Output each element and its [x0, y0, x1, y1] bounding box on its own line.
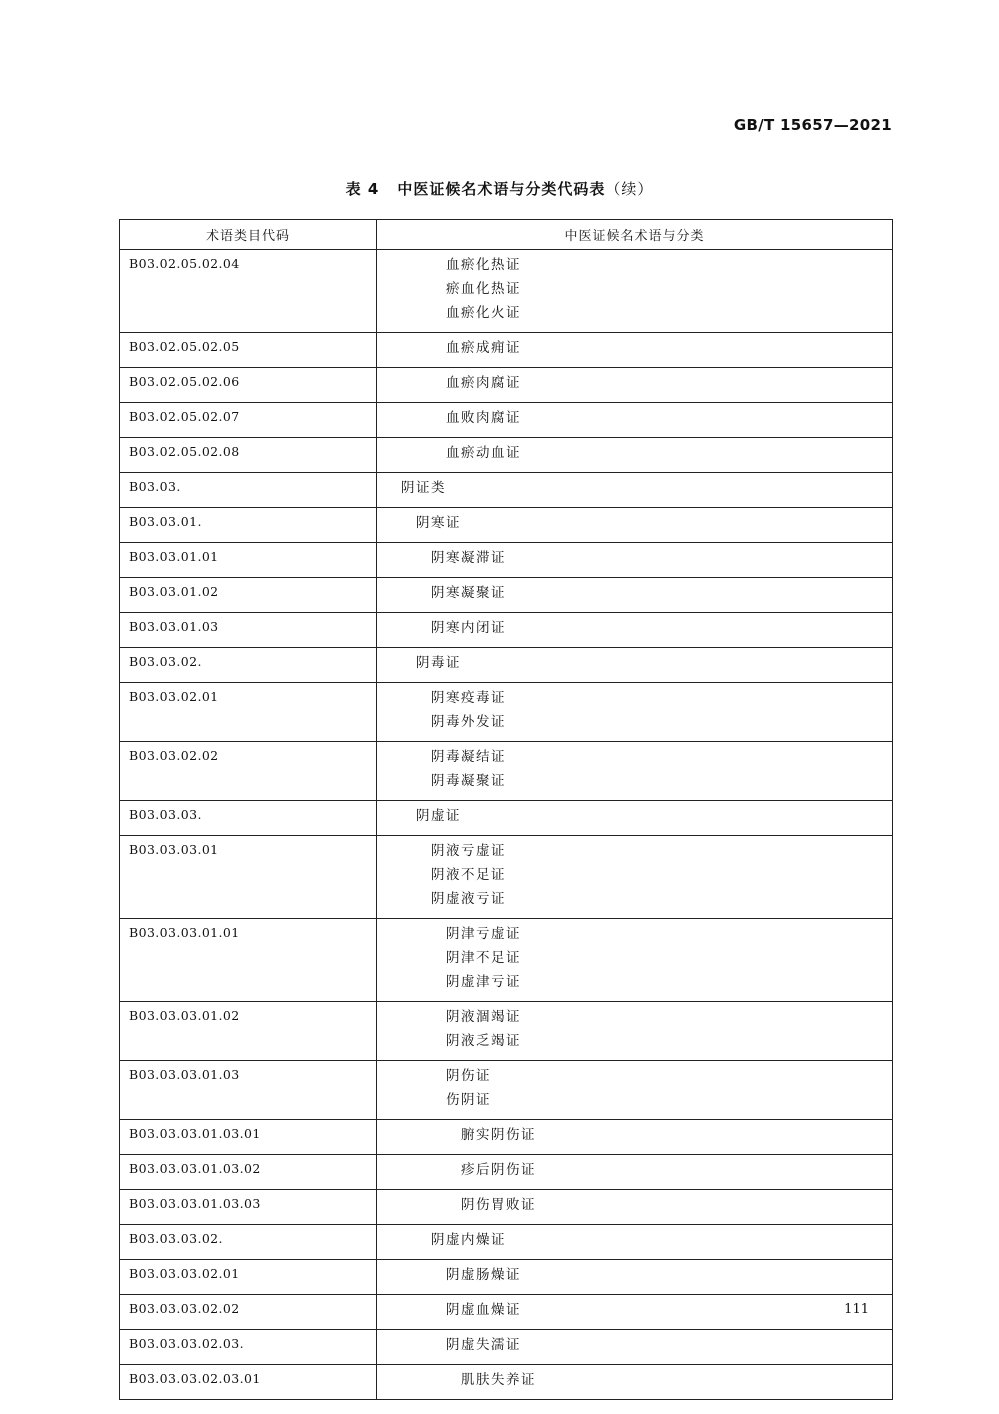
- category-code-cell: B03.03.02.02: [120, 742, 377, 801]
- syndrome-term: 血瘀化火证: [446, 305, 521, 321]
- category-code-cell: B03.02.05.02.07: [120, 403, 377, 438]
- table-row: [120, 473, 893, 508]
- category-code-cell: B03.03.03.01.02: [120, 1002, 377, 1061]
- table-row: [120, 1365, 893, 1400]
- syndrome-term: 阴液涸竭证: [446, 1009, 521, 1025]
- category-code-cell: B03.03.02.: [120, 648, 377, 683]
- syndrome-term: 阴虚津亏证: [446, 974, 521, 990]
- syndrome-terms-cell: [377, 683, 893, 742]
- table-row: [120, 1260, 893, 1295]
- syndrome-term: 阴津不足证: [446, 950, 521, 966]
- category-code-cell: B03.03.03.02.03.01: [120, 1365, 377, 1400]
- syndrome-term: 阴寒内闭证: [431, 620, 506, 636]
- category-code-cell: B03.03.03.02.: [120, 1225, 377, 1260]
- syndrome-terms-cell: [377, 919, 893, 1002]
- table-row: [120, 578, 893, 613]
- table-header-row: [120, 220, 893, 250]
- syndrome-term: 阴虚失濡证: [446, 1337, 521, 1353]
- syndrome-terms-cell: [377, 801, 893, 836]
- table-body: [120, 250, 893, 1400]
- syndrome-term: 阴津亏虚证: [446, 926, 521, 942]
- syndrome-terms-cell: [377, 742, 893, 801]
- table-row: [120, 683, 893, 742]
- syndrome-term: 阴寒证: [416, 515, 461, 531]
- syndrome-terms-cell: [377, 1225, 893, 1260]
- table-row: [120, 543, 893, 578]
- table-row: [120, 1225, 893, 1260]
- syndrome-terms-cell: [377, 1061, 893, 1120]
- syndrome-terms-cell: [377, 1120, 893, 1155]
- syndrome-term: 血瘀动血证: [446, 445, 521, 461]
- category-code-cell: B03.03.03.01.01: [120, 919, 377, 1002]
- syndrome-term: 阴虚液亏证: [431, 891, 506, 907]
- table-row: [120, 508, 893, 543]
- category-code-cell: B03.02.05.02.06: [120, 368, 377, 403]
- syndrome-term: 阴毒证: [416, 655, 461, 671]
- table-row: [120, 919, 893, 1002]
- syndrome-term: 阴液乏竭证: [446, 1033, 521, 1049]
- page-number: 111: [844, 1302, 869, 1317]
- category-code-cell: B03.03.03.01.03.03: [120, 1190, 377, 1225]
- syndrome-term: 阴寒疫毒证: [431, 690, 506, 706]
- table-row: [120, 1061, 893, 1120]
- syndrome-term: 阴虚证: [416, 808, 461, 824]
- category-code-cell: B03.03.01.03: [120, 613, 377, 648]
- syndrome-terms-cell: [377, 1295, 893, 1330]
- syndrome-terms-cell: [377, 613, 893, 648]
- table-row: [120, 1330, 893, 1365]
- syndrome-term: 伤阴证: [446, 1092, 491, 1108]
- syndrome-terms-cell: [377, 438, 893, 473]
- table-caption-label: 表 4: [345, 180, 380, 198]
- syndrome-term: 瘀血化热证: [446, 281, 521, 297]
- category-code-cell: B03.03.02.01: [120, 683, 377, 742]
- syndrome-terms-cell: [377, 473, 893, 508]
- syndrome-term: 腑实阴伤证: [461, 1127, 536, 1143]
- syndrome-term: 血瘀化热证: [446, 257, 521, 273]
- syndrome-term: 肌肤失养证: [461, 1372, 536, 1388]
- category-code-cell: B03.03.01.: [120, 508, 377, 543]
- syndrome-terms-cell: [377, 1330, 893, 1365]
- syndrome-term: 疹后阴伤证: [461, 1162, 536, 1178]
- category-code-cell: B03.03.03.01.03.02: [120, 1155, 377, 1190]
- table-row: [120, 368, 893, 403]
- syndrome-term: 阴虚内燥证: [431, 1232, 506, 1248]
- table-caption-continued: （续）: [605, 180, 654, 198]
- category-code-cell: B03.03.03.02.03.: [120, 1330, 377, 1365]
- syndrome-terms-cell: [377, 836, 893, 919]
- table-row: [120, 1295, 893, 1330]
- table-row: [120, 613, 893, 648]
- table-row: [120, 836, 893, 919]
- category-code-cell: B03.02.05.02.04: [120, 250, 377, 333]
- table-row: [120, 1002, 893, 1061]
- syndrome-terms-cell: [377, 1260, 893, 1295]
- category-code-cell: B03.03.03.02.01: [120, 1260, 377, 1295]
- table-row: [120, 801, 893, 836]
- category-code-cell: B03.03.01.01: [120, 543, 377, 578]
- syndrome-term: 血瘀肉腐证: [446, 375, 521, 391]
- syndrome-term: 阴毒凝聚证: [431, 773, 506, 789]
- table-row: [120, 1190, 893, 1225]
- column-header-code: 术语类目代码: [120, 220, 377, 250]
- syndrome-terms-cell: [377, 1365, 893, 1400]
- syndrome-term: 阴液亏虚证: [431, 843, 506, 859]
- category-code-cell: B03.03.03.01.03.01: [120, 1120, 377, 1155]
- table-row: [120, 333, 893, 368]
- syndrome-term: 阴毒凝结证: [431, 749, 506, 765]
- syndrome-term: 阴证类: [401, 480, 446, 496]
- syndrome-terms-cell: [377, 578, 893, 613]
- syndrome-term: 血瘀成痈证: [446, 340, 521, 356]
- syndrome-term: 阴毒外发证: [431, 714, 506, 730]
- syndrome-terms-cell: [377, 368, 893, 403]
- syndrome-term: 血败肉腐证: [446, 410, 521, 426]
- category-code-cell: B03.03.03.: [120, 801, 377, 836]
- category-code-cell: B03.02.05.02.08: [120, 438, 377, 473]
- table-row: [120, 438, 893, 473]
- table-row: [120, 648, 893, 683]
- standard-number: GB/T 15657—2021: [733, 116, 892, 134]
- category-code-cell: B03.03.03.01.03: [120, 1061, 377, 1120]
- category-code-cell: B03.03.: [120, 473, 377, 508]
- syndrome-term: 阴伤证: [446, 1068, 491, 1084]
- column-header-terms: 中医证候名术语与分类: [377, 220, 893, 250]
- table-row: [120, 250, 893, 333]
- table-row: [120, 1120, 893, 1155]
- table-caption-title: 中医证候名术语与分类代码表: [397, 180, 606, 198]
- syndrome-term: 阴虚肠燥证: [446, 1267, 521, 1283]
- syndrome-terms-cell: [377, 1190, 893, 1225]
- category-code-cell: B03.03.01.02: [120, 578, 377, 613]
- syndrome-term: 阴液不足证: [431, 867, 506, 883]
- syndrome-terms-cell: [377, 543, 893, 578]
- table-row: [120, 403, 893, 438]
- syndrome-terms-cell: [377, 1155, 893, 1190]
- syndrome-terms-cell: [377, 1002, 893, 1061]
- syndrome-term-table: [119, 219, 893, 1400]
- syndrome-term: 阴寒凝滞证: [431, 550, 506, 566]
- category-code-cell: B03.03.03.01: [120, 836, 377, 919]
- table-caption: [0, 178, 999, 199]
- table-row: [120, 1155, 893, 1190]
- syndrome-terms-cell: [377, 333, 893, 368]
- syndrome-terms-cell: [377, 250, 893, 333]
- table-row: [120, 742, 893, 801]
- syndrome-term: 阴虚血燥证: [446, 1302, 521, 1318]
- syndrome-terms-cell: [377, 403, 893, 438]
- category-code-cell: B03.03.03.02.02: [120, 1295, 377, 1330]
- syndrome-term: 阴伤胃败证: [461, 1197, 536, 1213]
- category-code-cell: B03.02.05.02.05: [120, 333, 377, 368]
- syndrome-term: 阴寒凝聚证: [431, 585, 506, 601]
- syndrome-terms-cell: [377, 648, 893, 683]
- syndrome-terms-cell: [377, 508, 893, 543]
